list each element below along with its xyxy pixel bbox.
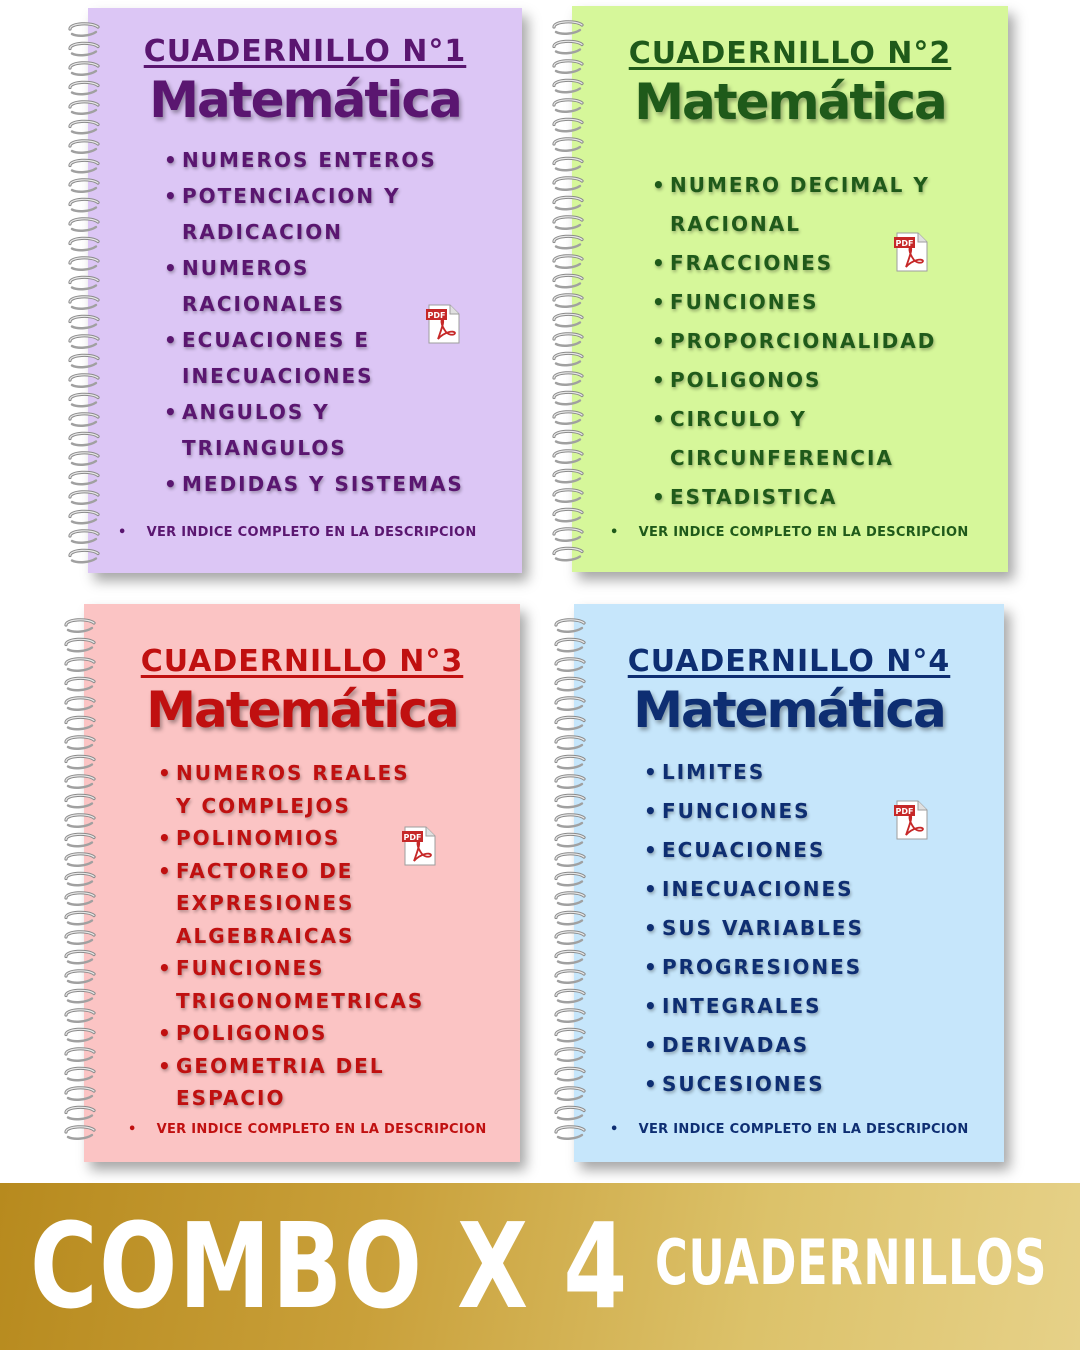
notebook-title: Matemática — [146, 681, 458, 739]
list-item: • NUMEROS ENTEROS — [164, 148, 464, 184]
note-text: VER INDICE COMPLETO EN LA DESCRIPCION — [146, 525, 477, 540]
list-item: • INECUACIONES — [644, 877, 864, 916]
list-item: • FUNCIONES — [644, 799, 864, 838]
list-item: • CIRCULO Y — [652, 407, 936, 446]
list-item: • SUCESIONES — [644, 1072, 864, 1111]
list-item: Y COMPLEJOS — [176, 793, 351, 818]
list-item: • NUMEROS REALES — [158, 761, 424, 794]
list-item: • POTENCIACION Y — [164, 184, 464, 220]
promo-banner — [0, 1183, 1080, 1350]
pdf-file-icon — [402, 826, 436, 866]
list-item: INECUACIONES — [182, 364, 374, 388]
topic-list — [652, 173, 936, 524]
banner-side-text: CUADERNILLOS — [655, 1226, 1048, 1299]
list-item: TRIGONOMETRICAS — [176, 988, 425, 1013]
topic-list — [644, 760, 864, 1111]
list-item: • DERIVADAS — [644, 1033, 864, 1072]
list-item: • ECUACIONES E — [164, 328, 464, 364]
pdf-file-icon — [894, 800, 928, 840]
list-item: TRIANGULOS — [182, 436, 347, 460]
pdf-file-icon — [894, 232, 928, 272]
list-item: • FUNCIONES — [158, 956, 424, 989]
list-item: • ECUACIONES — [644, 838, 864, 877]
description-note: • VER INDICE COMPLETO EN LA DESCRIPCION — [610, 525, 969, 540]
list-item: RADICACION — [182, 220, 343, 244]
list-item: • POLINOMIOS — [158, 826, 424, 859]
list-item: ESPACIO — [176, 1086, 286, 1110]
list-item: • NUMERO DECIMAL Y — [652, 173, 936, 212]
notebook-title: Matemática — [633, 681, 945, 739]
list-item: CIRCUNFERENCIA — [670, 446, 894, 470]
list-item: • GEOMETRIA DEL — [158, 1054, 424, 1087]
notebook-1 — [88, 8, 522, 573]
list-item: EXPRESIONES — [176, 891, 355, 915]
list-item: • PROPORCIONALIDAD — [652, 329, 936, 368]
banner-main-text: COMBO X 4 — [30, 1197, 629, 1335]
list-item: • NUMEROS — [164, 256, 464, 292]
svg-text:PDF: PDF — [895, 238, 914, 248]
notebook-subtitle: CUADERNILLO N°3 — [140, 644, 464, 679]
list-item: • INTEGRALES — [644, 994, 864, 1033]
list-item: • LIMITES — [644, 760, 864, 799]
topic-list — [164, 148, 464, 508]
topic-list — [158, 761, 424, 1119]
notebook-subtitle: CUADERNILLO N°4 — [627, 644, 951, 679]
list-item: • FRACCIONES — [652, 251, 936, 290]
list-item: • PROGRESIONES — [644, 955, 864, 994]
notebook-title: Matemática — [149, 71, 461, 129]
description-note: • VER INDICE COMPLETO EN LA DESCRIPCION — [610, 1122, 969, 1137]
note-text: VER INDICE COMPLETO EN LA DESCRIPCION — [156, 1122, 487, 1137]
list-item: • POLIGONOS — [158, 1021, 424, 1054]
notebook-subtitle: CUADERNILLO N°1 — [143, 34, 467, 69]
svg-text:PDF: PDF — [403, 832, 422, 842]
list-item: RACIONALES — [182, 292, 346, 316]
description-note: • VER INDICE COMPLETO EN LA DESCRIPCION — [128, 1122, 487, 1137]
list-item: RACIONAL — [670, 212, 801, 236]
notebook-title: Matemática — [634, 73, 946, 131]
list-item: • SUS VARIABLES — [644, 916, 864, 955]
list-item: • FACTOREO DE — [158, 859, 424, 892]
note-text: VER INDICE COMPLETO EN LA DESCRIPCION — [638, 1122, 969, 1137]
list-item: • MEDIDAS Y SISTEMAS — [164, 472, 464, 508]
list-item: • POLIGONOS — [652, 368, 936, 407]
list-item: • ESTADISTICA — [652, 485, 936, 524]
description-note: • VER INDICE COMPLETO EN LA DESCRIPCION — [118, 525, 477, 540]
notebook-subtitle: CUADERNILLO N°2 — [628, 36, 952, 71]
notebook-2 — [572, 6, 1008, 572]
list-item: • ANGULOS Y — [164, 400, 464, 436]
notebook-4 — [574, 604, 1004, 1162]
list-item: ALGEBRAICAS — [176, 923, 355, 948]
note-text: VER INDICE COMPLETO EN LA DESCRIPCION — [638, 525, 969, 540]
pdf-file-icon — [426, 304, 460, 344]
svg-text:PDF: PDF — [427, 310, 446, 320]
notebook-3 — [84, 604, 520, 1162]
svg-text:PDF: PDF — [895, 806, 914, 816]
list-item: • FUNCIONES — [652, 290, 936, 329]
